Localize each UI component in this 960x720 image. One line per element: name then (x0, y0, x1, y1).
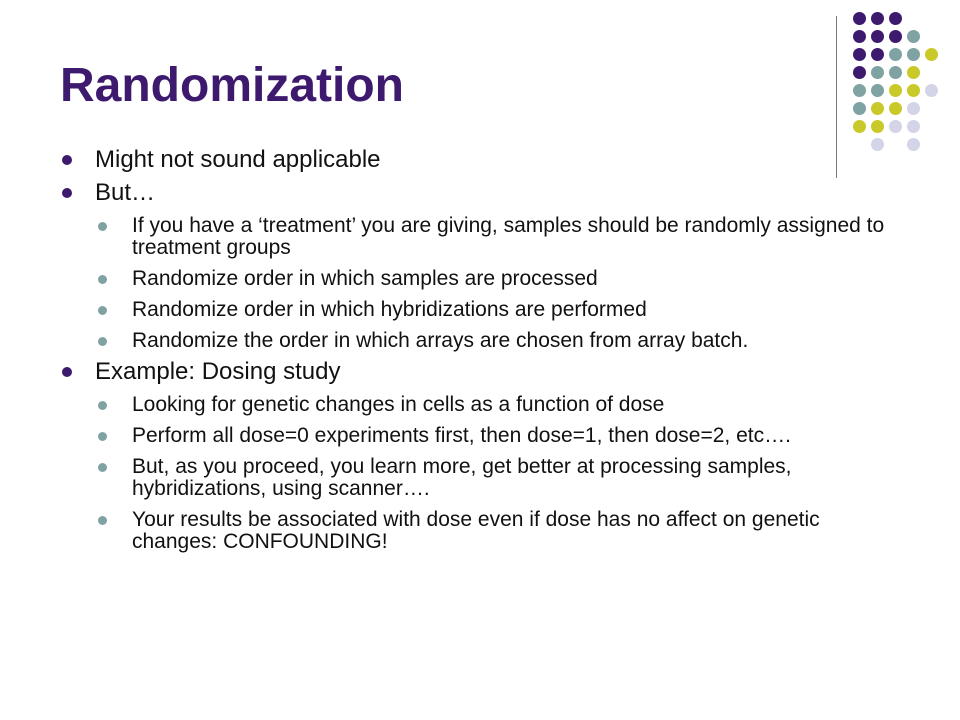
slide-body (60, 140, 910, 553)
sub-bullet-dot-icon (98, 306, 107, 315)
sub-bullet-text: Randomize order in which samples are processed (132, 267, 598, 290)
sub-bullet-text: Randomize order in which hybridizations are performed (132, 298, 647, 321)
decorative-dot-icon (853, 48, 866, 61)
sub-bullet-dot-icon (98, 337, 107, 346)
sub-bullet-dot-icon (98, 516, 107, 525)
sub-bullet-text: Randomize the order in which arrays are chosen from array batch. (132, 329, 749, 352)
sub-bullet-text: Looking for genetic changes in cells as a function of dose (132, 393, 665, 416)
sub-bullet-dot-icon (98, 432, 107, 441)
decorative-dot-icon (871, 84, 884, 97)
sub-bullet-text: Your results be associated with dose even if dose has no affect on genetic changes: CONFOUNDING! (132, 508, 820, 553)
sub-bullet-dot-icon (98, 463, 107, 472)
decorative-dot-icon (871, 30, 884, 43)
sub-bullet-list (95, 394, 910, 553)
decorative-dot-icon (925, 48, 938, 61)
sub-bullet-item (95, 330, 910, 352)
decorative-dot-icon (907, 66, 920, 79)
bullet-dot-icon (62, 188, 72, 198)
decorative-dot-icon (871, 102, 884, 115)
decorative-dot-icon (853, 66, 866, 79)
sub-bullet-item (95, 215, 910, 259)
bullet-text: But… (95, 179, 156, 206)
decorative-dot-icon (889, 84, 902, 97)
bullet-item (60, 146, 910, 173)
sub-bullet-item (95, 268, 910, 290)
bullet-item (60, 179, 910, 352)
bullet-dot-icon (62, 367, 72, 377)
sub-bullet-item (95, 425, 910, 447)
sub-bullet-item (95, 509, 910, 553)
bullet-list (60, 146, 910, 553)
slide-title: Randomization (60, 59, 404, 112)
decorative-dot-icon (871, 48, 884, 61)
sub-bullet-text: Perform all dose=0 experiments first, then dose=1, then dose=2, etc…. (132, 424, 791, 447)
decorative-dot-icon (907, 30, 920, 43)
decorative-dot-icon (871, 66, 884, 79)
sub-bullet-text: If you have a ‘treatment’ you are giving, samples should be randomly assigned to treatment groups (132, 214, 885, 259)
decorative-dot-icon (889, 48, 902, 61)
decorative-dot-icon (907, 102, 920, 115)
sub-bullet-dot-icon (98, 401, 107, 410)
bullet-item (60, 358, 910, 553)
decorative-dot-icon (925, 84, 938, 97)
bullet-dot-icon (62, 155, 72, 165)
decorative-dot-icon (871, 12, 884, 25)
decorative-dot-icon (853, 12, 866, 25)
decorative-dot-icon (853, 120, 866, 133)
decorative-dot-icon (889, 66, 902, 79)
decorative-dot-icon (853, 102, 866, 115)
decorative-dot-icon (907, 120, 920, 133)
decorative-dot-icon (871, 120, 884, 133)
decorative-dot-icon (853, 84, 866, 97)
decorative-dot-icon (889, 30, 902, 43)
decorative-dot-icon (853, 30, 866, 43)
bullet-text: Might not sound applicable (95, 146, 381, 173)
decorative-dot-icon (889, 120, 902, 133)
decorative-dot-icon (889, 12, 902, 25)
sub-bullet-text: But, as you proceed, you learn more, get better at processing samples, hybridizations, using scanner…. (132, 455, 792, 500)
sub-bullet-item (95, 299, 910, 321)
bullet-text: Example: Dosing study (95, 358, 341, 385)
sub-bullet-dot-icon (98, 275, 107, 284)
decorative-dot-icon (907, 48, 920, 61)
decorative-dot-icon (889, 102, 902, 115)
sub-bullet-list (95, 215, 910, 352)
sub-bullet-item (95, 456, 910, 500)
decorative-dot-icon (907, 84, 920, 97)
sub-bullet-dot-icon (98, 222, 107, 231)
sub-bullet-item (95, 394, 910, 416)
